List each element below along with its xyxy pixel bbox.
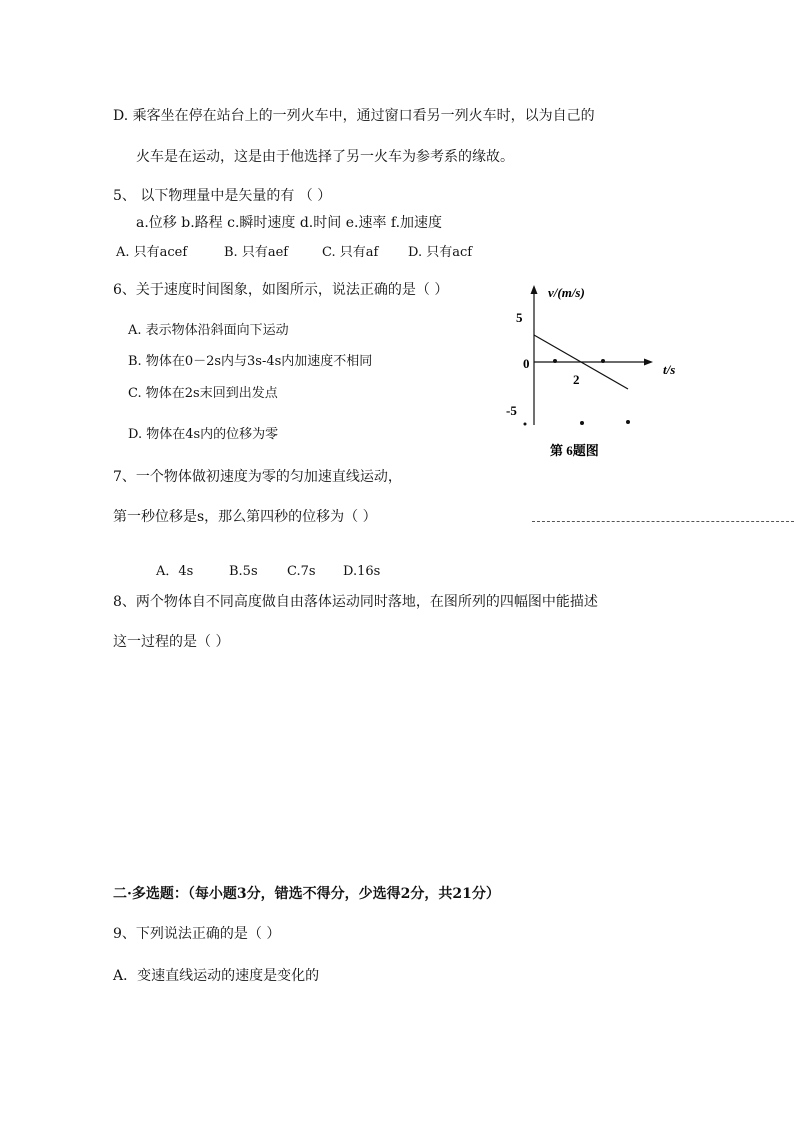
tick-label-5: 5	[516, 310, 523, 325]
q7-option-a: A．4s	[156, 564, 194, 579]
y-axis-label: v/(m/s)	[548, 285, 585, 300]
q7-line2: 第一秒位移是s，那么第四秒的位移为（ ）	[113, 509, 377, 525]
q6-option-c: C. 物体在2s末回到出发点	[128, 386, 278, 401]
x-axis-label: t/s	[663, 362, 676, 377]
q6-stem: 6、关于速度时间图象，如图所示，说法正确的是（ ）	[113, 282, 449, 298]
axis-point-3s	[601, 359, 605, 363]
section-2-heading: 二·多选题：（每小题3分，错选不得分，少选得2分，共21分）	[113, 886, 500, 902]
q5-option-b: B. 只有aef	[224, 245, 289, 260]
q8-stem: 8、两个物体自不同高度做自由落体运动同时落地，在图所列的四幅图中能描述	[113, 594, 598, 610]
point-4s-neg5	[626, 420, 630, 424]
tick-label-0: 0	[523, 356, 530, 371]
figure-caption: 第 6题图	[550, 443, 599, 458]
q5-stem: 5、 以下物理量中是矢量的有 （ ）	[113, 188, 332, 204]
q4-option-d-line1: D. 乘客坐在停在站台上的一列火车中，通过窗口看另一列火车时，以为自己的	[113, 108, 595, 124]
q7-stem: 7、一个物体做初速度为零的匀加速直线运动，	[113, 469, 402, 485]
axis-point-1s	[553, 359, 557, 363]
q5-option-a: A. 只有acef	[116, 245, 188, 260]
q7-option-b: B.5s	[229, 564, 258, 579]
q6-option-a: A. 表示物体沿斜面向下运动	[128, 323, 289, 338]
q9-stem: 9、下列说法正确的是（ ）	[113, 926, 281, 942]
q5-items: a.位移 b.路程 c.瞬时速度 d.时间 e.速率 f.加速度	[136, 215, 443, 231]
dashed-separator	[532, 521, 794, 522]
q5-option-d: D. 只有acf	[408, 245, 473, 260]
neg5-marker	[524, 423, 527, 426]
q7-option-d: D.16s	[343, 564, 381, 579]
q9-option-a: A．变速直线运动的速度是变化的	[113, 968, 320, 984]
x-axis-arrow	[644, 359, 653, 366]
velocity-time-graph	[500, 280, 700, 460]
q8-line2: 这一过程的是（ ）	[113, 634, 230, 650]
tick-label-2: 2	[573, 372, 580, 387]
q5-option-c: C. 只有af	[322, 245, 379, 260]
tick-label-neg5: -5	[506, 403, 517, 418]
q7-option-c: C.7s	[287, 564, 316, 579]
q6-option-d: D. 物体在4s内的位移为零	[128, 427, 279, 442]
q6-option-b: B. 物体在0－2s内与3s-4s内加速度不相同	[128, 354, 373, 369]
point-2s-neg5	[580, 421, 584, 425]
q4-option-d-line2: 火车是在运动，这是由于他选择了另一火车为参考系的缘故。	[136, 149, 514, 165]
y-axis-arrow	[531, 285, 538, 294]
